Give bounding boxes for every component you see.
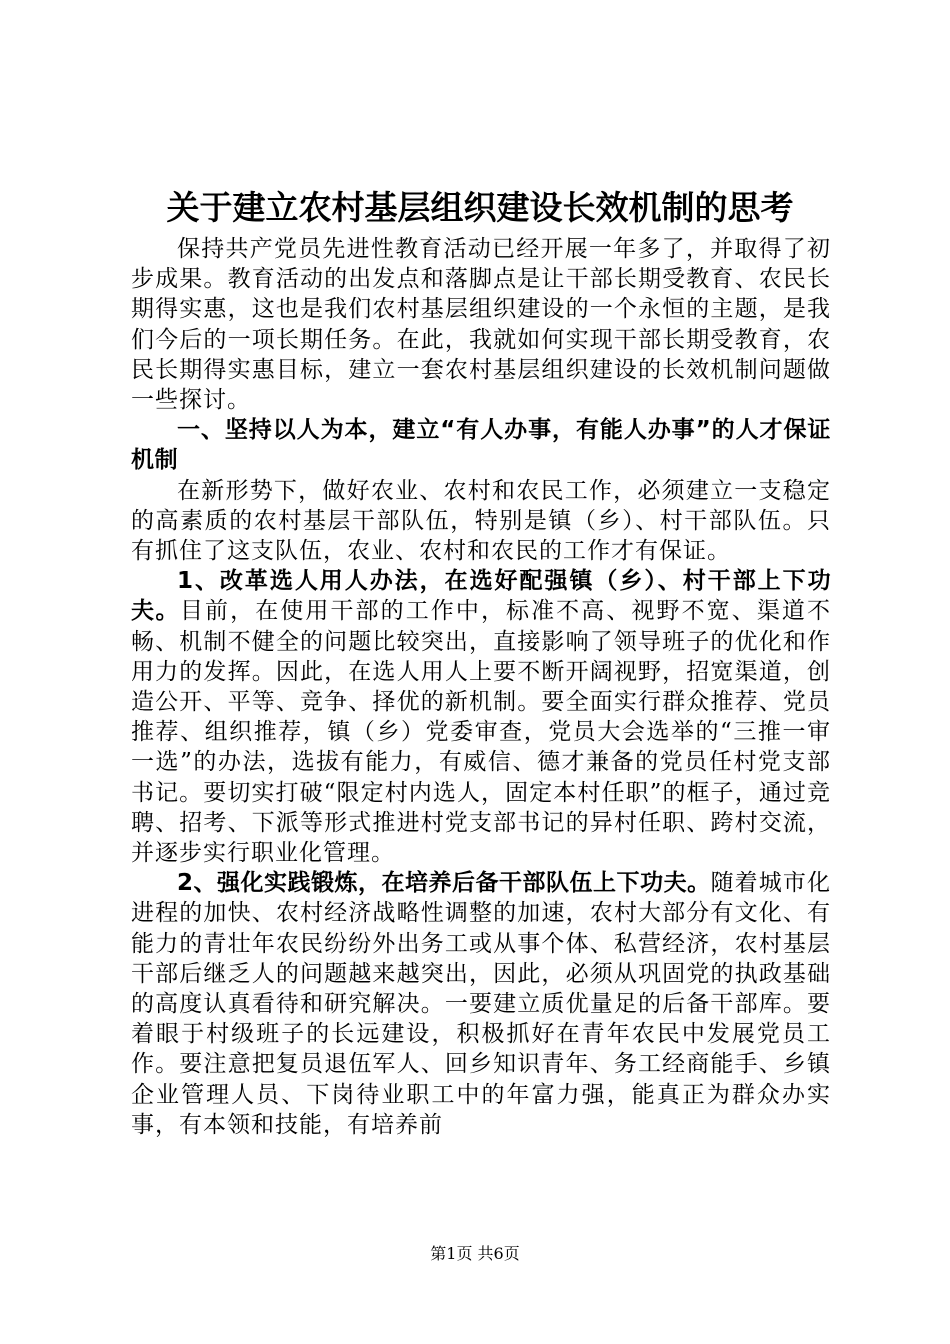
item-2-lead: 2、强化实践锻炼，在培养后备干部队伍上下功夫。 xyxy=(177,870,711,897)
item-2-body: 随着城市化进程的加快、农村经济战略性调整的加速，农村大部分有文化、有能力的青壮年农民纷纷外出务工或从事个体、私营经济，农村基层干部后继乏人的问题越来越突出，因此，必须从巩固党的执政基础的高度认真看待和研究解决。一要建立质优量足的后备干部库。要着眼于村级班子的长远建设，积极抓好在青年农民中发展党员工作。要注意把复员退伍军人、回乡知识青年、务工经商能手、乡镇企业管理人员、下岗待业职工中的年富力强，能真正为群众办实事，有本领和技能，有培养前 xyxy=(131,870,831,1138)
item-1-body: 目前，在使用干部的工作中，标准不高、视野不宽、渠道不畅、机制不健全的问题比较突出，直接影响了领导班子的优化和作用力的发挥。因此，在选人用人上要不断开阔视野，招宽渠道，创造公开、平等、竞争、择优的新机制。要全面实行群众推荐、党员推荐、组织推荐，镇（乡）党委审查，党员大会选举的“三推一审一选”的办法，选拔有能力，有威信、德才兼备的党员任村党支部书记。要切实打破“限定村内选人，固定本村任职”的框子，通过竞聘、招考、下派等形式推进村党支部书记的异村任职、跨村交流，并逐步实行职业化管理。 xyxy=(131,598,831,867)
item-1-paragraph xyxy=(131,566,831,868)
item-1-lead: 1、改革选人用人办法，在选好配强镇（乡）、村干部上下功夫。 xyxy=(131,568,831,625)
section-1-paragraph: 在新形势下，做好农业、农村和农民工作，必须建立一支稳定的高素质的农村基层干部队伍，特别是镇（乡）、村干部队伍。只有抓住了这支队伍，农业、农村和农民的工作才有保证。 xyxy=(131,477,831,565)
section-1-heading: 一、坚持以人为本，建立“有人办事，有能人办事”的人才保证机制 xyxy=(131,417,831,474)
item-2-paragraph xyxy=(131,868,831,1140)
document-title: 关于建立农村基层组织建设长效机制的思考 xyxy=(166,188,794,227)
page-footer: 第1页 共6页 xyxy=(430,1244,520,1263)
document-page xyxy=(131,182,831,1140)
intro-paragraph: 保持共产党员先进性教育活动已经开展一年多了，并取得了初步成果。教育活动的出发点和落脚点是让干部长期受教育、农民长期得实惠，这也是我们农村基层组织建设的一个永恒的主题，是我们今后的一项长期任务。在此，我就如何实现干部长期受教育，农民长期得实惠目标，建立一套农村基层组织建设的长效机制问题做一些探讨。 xyxy=(131,236,831,414)
